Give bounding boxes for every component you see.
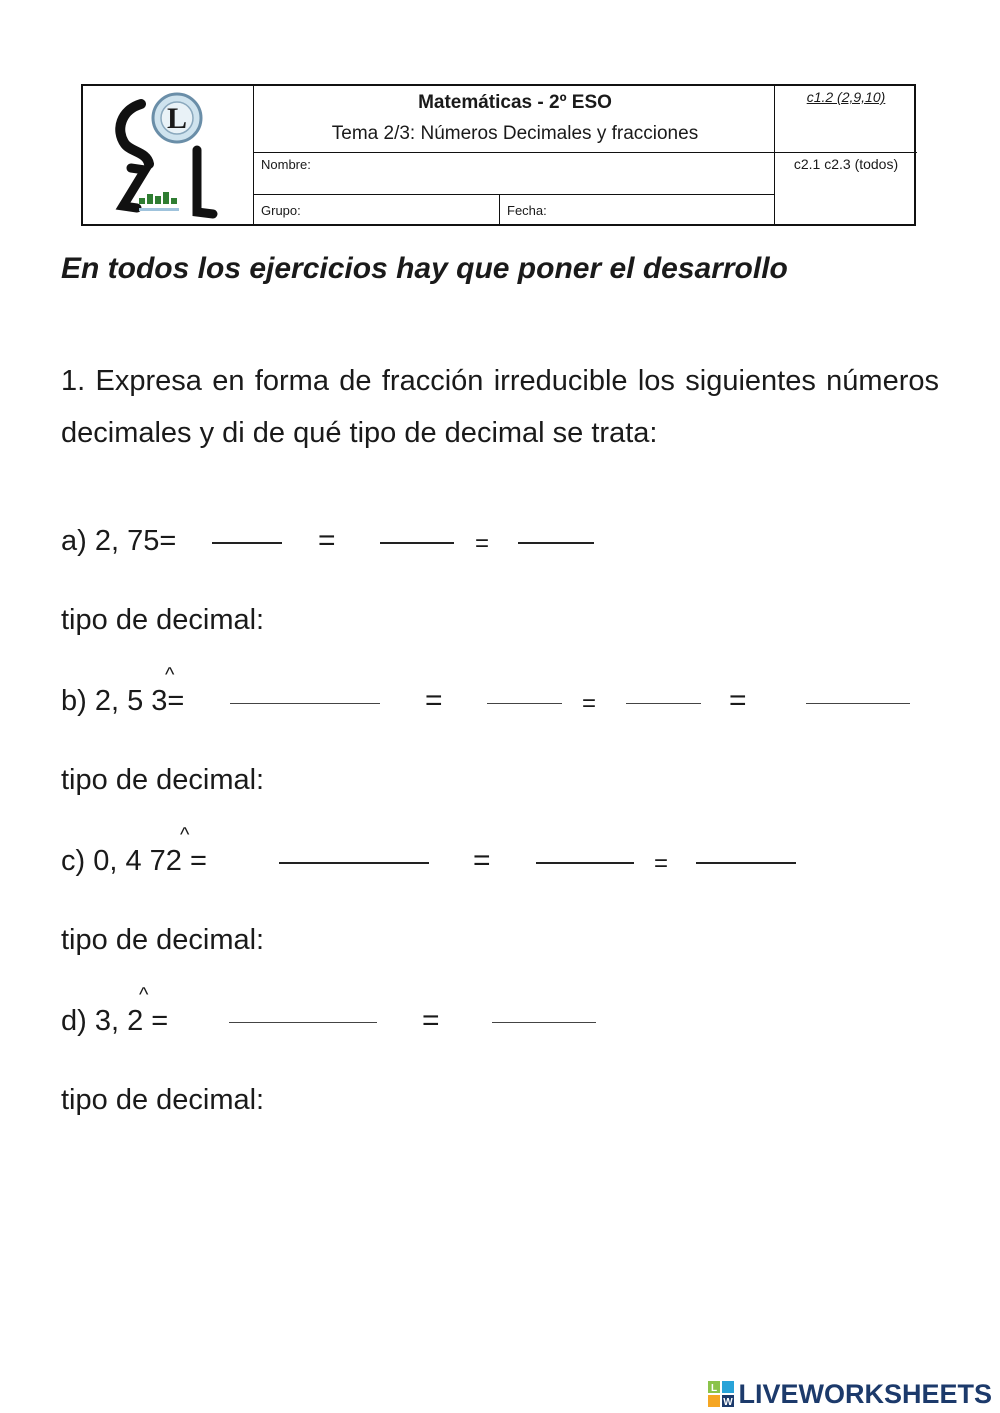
question-text: 1. Expresa en forma de fracción irreducible los siguientes números decimales y di de qué tipo de decimal se trata: (61, 365, 939, 449)
answer-blank[interactable] (487, 703, 562, 704)
divider (499, 194, 500, 224)
equals-sign: = (475, 530, 490, 557)
school-logo-icon (101, 90, 235, 222)
item-c-label: c) 0, 4 72 = (61, 845, 207, 877)
answer-blank[interactable] (380, 542, 454, 544)
item-c-type-label: tipo de decimal: (61, 924, 265, 956)
equals-sign: = (318, 524, 336, 557)
subject-title: Matemáticas - 2º ESO (418, 92, 612, 113)
instruction-text: En todos los ejercicios hay que poner el desarrollo (61, 252, 788, 285)
item-b-type-label: tipo de decimal: (61, 764, 265, 796)
item-d-type-label: tipo de decimal: (61, 1084, 265, 1116)
competence-code-top: c1.2 (2,9,10) (806, 89, 886, 105)
name-label: Nombre: (261, 157, 311, 172)
repeating-digit: 2 (127, 1005, 144, 1037)
equals-sign: = (422, 1004, 440, 1037)
answer-blank[interactable] (230, 703, 380, 704)
item-b-label: b) 2, 5 3= (61, 685, 185, 717)
svg-text:L: L (166, 102, 188, 135)
equals-sign: = (425, 684, 443, 717)
period-hat: ^ (180, 824, 190, 846)
competence-code-bottom: c2.1 c2.3 (todos) (793, 156, 899, 172)
equals-sign: = (729, 684, 747, 717)
answer-blank[interactable] (492, 1022, 596, 1023)
repeating-digits: 72 (149, 845, 182, 877)
header-table (81, 84, 916, 226)
svg-text:L: L (711, 1383, 718, 1394)
period-hat: ^ (139, 984, 149, 1006)
divider (253, 194, 774, 195)
divider (774, 152, 917, 153)
equals-sign: = (582, 690, 597, 717)
answer-blank[interactable] (536, 862, 634, 864)
svg-text:W: W (723, 1397, 734, 1407)
answer-blank[interactable] (518, 542, 594, 544)
answer-blank[interactable] (212, 542, 282, 544)
liveworksheets-watermark[interactable] (708, 1379, 992, 1409)
liveworksheets-logo-icon (708, 1381, 734, 1407)
answer-blank[interactable] (229, 1022, 377, 1023)
item-a-type-label: tipo de decimal: (61, 604, 265, 636)
answer-blank[interactable] (279, 862, 429, 864)
equals-sign: = (654, 850, 669, 877)
answer-blank[interactable] (696, 862, 796, 864)
watermark-text: LIVEWORKSHEETS (738, 1378, 992, 1409)
divider (253, 86, 254, 224)
item-d-label: d) 3, 2 = (61, 1005, 169, 1037)
equals-sign: = (473, 844, 491, 877)
period-hat: ^ (165, 664, 175, 686)
answer-blank[interactable] (626, 703, 701, 704)
topic-title: Tema 2/3: Números Decimales y fracciones (331, 123, 699, 144)
group-label: Grupo: (261, 203, 301, 218)
item-a-label: a) 2, 75= (61, 525, 177, 557)
answer-blank[interactable] (806, 703, 910, 704)
repeating-digit: 3 (151, 685, 168, 717)
date-label: Fecha: (507, 203, 547, 218)
